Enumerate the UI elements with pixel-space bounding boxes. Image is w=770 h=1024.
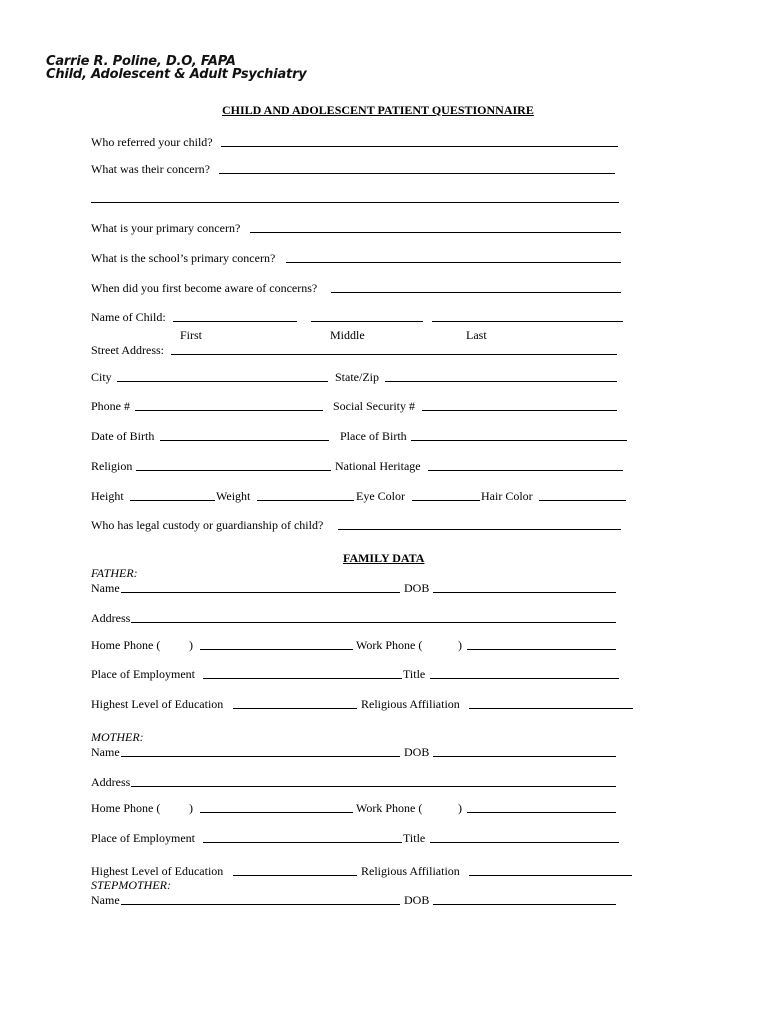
father-education-field[interactable]	[233, 708, 357, 709]
religion-label: Religion	[91, 459, 133, 473]
dob-label: Date of Birth	[91, 429, 155, 443]
mother-title-field[interactable]	[430, 842, 619, 843]
state-zip-label: State/Zip	[335, 370, 379, 384]
phone-label: Phone #	[91, 399, 130, 413]
form-title: CHILD AND ADOLESCENT PATIENT QUESTIONNAIRE	[222, 103, 534, 117]
stepmother-dob-field[interactable]	[433, 904, 616, 905]
first-caption: First	[180, 328, 203, 342]
father-dob-label: DOB	[404, 581, 430, 595]
stepmother-label: STEPMOTHER:	[91, 878, 171, 892]
their-concern-field-2[interactable]	[91, 202, 619, 203]
father-dob-field[interactable]	[433, 592, 616, 593]
city-label: City	[91, 370, 112, 384]
height-field[interactable]	[130, 500, 215, 501]
referred-by-field[interactable]	[221, 146, 618, 147]
custody-label: Who has legal custody or guardianship of child?	[91, 518, 324, 532]
father-address-label: Address	[91, 611, 131, 625]
national-heritage-field[interactable]	[428, 470, 623, 471]
doctor-name: Carrie R. Poline, D.O, FAPA	[46, 54, 236, 69]
stepmother-name-field[interactable]	[121, 904, 400, 905]
family-data-title: FAMILY DATA	[343, 551, 425, 565]
middle-caption: Middle	[330, 328, 365, 342]
hair-color-label: Hair Color	[481, 489, 533, 503]
mother-address-field[interactable]	[131, 786, 616, 787]
father-title-label: Title	[403, 667, 426, 681]
phone-field[interactable]	[135, 410, 323, 411]
weight-field[interactable]	[257, 500, 354, 501]
stepmother-name-label: Name	[91, 893, 120, 907]
mother-name-label: Name	[91, 745, 120, 759]
street-address-label: Street Address:	[91, 343, 164, 357]
mother-home-phone-field[interactable]	[200, 812, 353, 813]
school-concern-field[interactable]	[286, 262, 621, 263]
father-home-phone-field[interactable]	[200, 649, 353, 650]
mother-dob-label: DOB	[404, 745, 430, 759]
mother-label: MOTHER:	[91, 730, 144, 744]
father-address-field[interactable]	[131, 622, 616, 623]
father-employment-field[interactable]	[203, 678, 402, 679]
city-field[interactable]	[117, 381, 328, 382]
father-label: FATHER:	[91, 566, 138, 580]
mother-work-phone-label: Work Phone (	[356, 801, 423, 815]
father-title-field[interactable]	[430, 678, 619, 679]
their-concern-label: What was their concern?	[91, 162, 210, 176]
child-middle-name-field[interactable]	[311, 321, 423, 322]
mother-employment-label: Place of Employment	[91, 831, 195, 845]
dob-field[interactable]	[160, 440, 329, 441]
mother-dob-field[interactable]	[433, 756, 616, 757]
pob-label: Place of Birth	[340, 429, 407, 443]
father-employment-label: Place of Employment	[91, 667, 195, 681]
religion-field[interactable]	[136, 470, 331, 471]
mother-home-phone-paren: )	[189, 801, 193, 815]
mother-religious-field[interactable]	[469, 875, 632, 876]
mother-religious-label: Religious Affiliation	[361, 864, 460, 878]
mother-work-phone-field[interactable]	[467, 812, 616, 813]
father-education-label: Highest Level of Education	[91, 697, 224, 711]
first-aware-label: When did you first become aware of concerns?	[91, 281, 318, 295]
father-work-phone-paren: )	[458, 638, 462, 652]
eye-color-field[interactable]	[412, 500, 480, 501]
school-concern-label: What is the school’s primary concern?	[91, 251, 276, 265]
child-first-name-field[interactable]	[173, 321, 297, 322]
mother-education-field[interactable]	[233, 875, 357, 876]
custody-field[interactable]	[338, 529, 621, 530]
ssn-label: Social Security #	[333, 399, 415, 413]
state-zip-field[interactable]	[385, 381, 617, 382]
name-of-child-label: Name of Child:	[91, 310, 166, 324]
height-label: Height	[91, 489, 124, 503]
stepmother-dob-label: DOB	[404, 893, 430, 907]
father-work-phone-label: Work Phone (	[356, 638, 423, 652]
doctor-specialty: Child, Adolescent & Adult Psychiatry	[46, 67, 307, 82]
mother-education-label: Highest Level of Education	[91, 864, 224, 878]
street-address-field[interactable]	[171, 354, 617, 355]
first-aware-field[interactable]	[331, 292, 621, 293]
pob-field[interactable]	[411, 440, 627, 441]
mother-work-phone-paren: )	[458, 801, 462, 815]
last-caption: Last	[466, 328, 487, 342]
father-home-phone-label: Home Phone (	[91, 638, 161, 652]
father-home-phone-paren: )	[189, 638, 193, 652]
primary-concern-label: What is your primary concern?	[91, 221, 241, 235]
father-religious-field[interactable]	[469, 708, 633, 709]
father-religious-label: Religious Affiliation	[361, 697, 460, 711]
national-heritage-label: National Heritage	[335, 459, 421, 473]
ssn-field[interactable]	[422, 410, 617, 411]
mother-title-label: Title	[403, 831, 426, 845]
mother-employment-field[interactable]	[203, 842, 402, 843]
mother-name-field[interactable]	[121, 756, 400, 757]
child-last-name-field[interactable]	[432, 321, 623, 322]
eye-color-label: Eye Color	[356, 489, 405, 503]
weight-label: Weight	[216, 489, 251, 503]
mother-address-label: Address	[91, 775, 131, 789]
their-concern-field[interactable]	[219, 173, 615, 174]
mother-home-phone-label: Home Phone (	[91, 801, 161, 815]
father-work-phone-field[interactable]	[467, 649, 616, 650]
hair-color-field[interactable]	[539, 500, 626, 501]
father-name-field[interactable]	[121, 592, 400, 593]
father-name-label: Name	[91, 581, 120, 595]
primary-concern-field[interactable]	[250, 232, 621, 233]
referred-by-label: Who referred your child?	[91, 135, 213, 149]
